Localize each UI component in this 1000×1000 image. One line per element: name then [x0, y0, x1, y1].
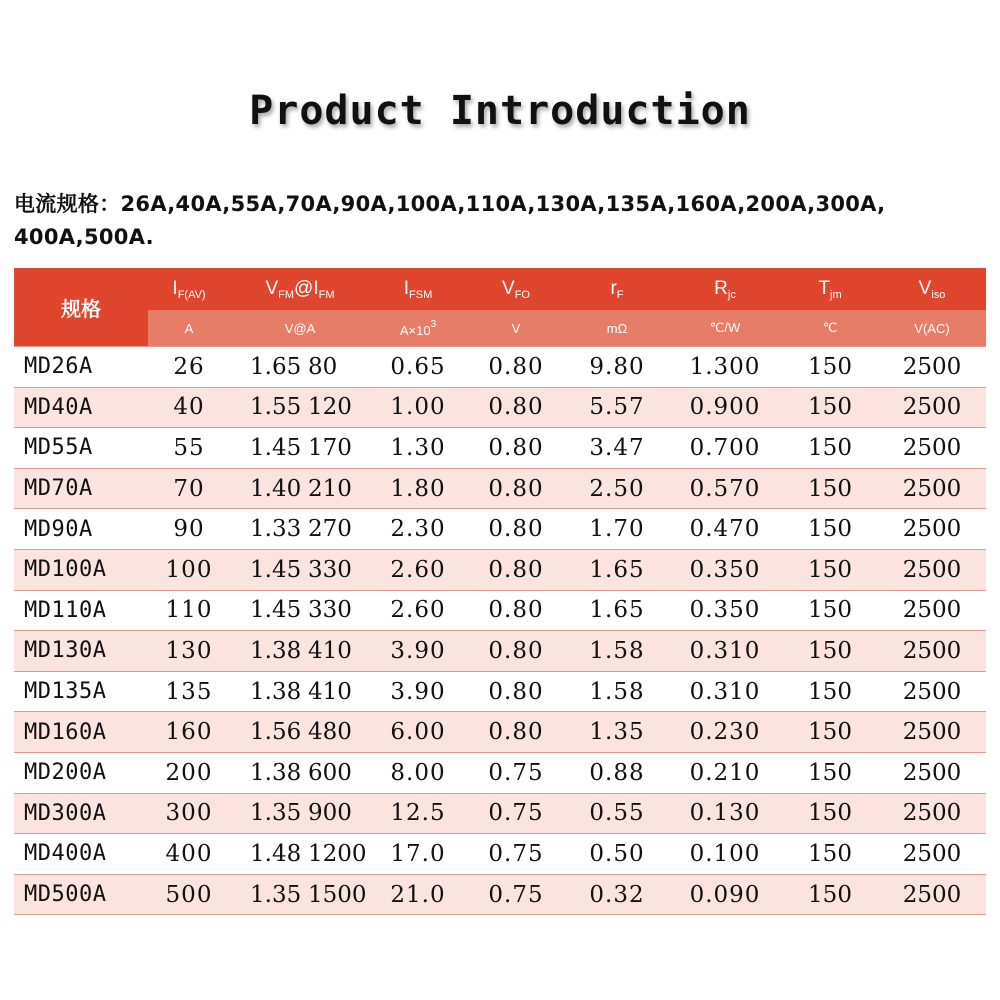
vfo-cell: 0.80	[466, 671, 566, 712]
model-cell: MD70A	[14, 468, 148, 509]
model-cell: MD160A	[14, 712, 148, 753]
unit-viso: V(AC)	[878, 310, 986, 347]
vfo-cell: 0.75	[466, 874, 566, 915]
vfm-cell: 1.65 80	[230, 347, 370, 388]
tjm-cell: 150	[782, 468, 878, 509]
vfm-cell: 1.35 1500	[230, 874, 370, 915]
header-rjc: $R_{jc}$	[668, 268, 782, 310]
ifsm-cell: 2.60	[370, 549, 466, 590]
viso-cell: 2500	[878, 468, 986, 509]
ifav-cell: 300	[148, 793, 230, 834]
table-row	[14, 874, 986, 915]
rf-cell: 5.57	[566, 387, 668, 428]
table-row	[14, 468, 986, 509]
vfm-cell: 1.38 410	[230, 671, 370, 712]
rf-cell: 1.65	[566, 590, 668, 631]
ifav-cell: 100	[148, 549, 230, 590]
ifsm-cell: 2.30	[370, 509, 466, 550]
ifsm-cell: 1.30	[370, 428, 466, 469]
viso-cell: 2500	[878, 347, 986, 388]
tjm-cell: 150	[782, 631, 878, 672]
table-row	[14, 712, 986, 753]
vfm-cell: 1.55 120	[230, 387, 370, 428]
tjm-cell: 150	[782, 347, 878, 388]
unit-ifsm: $A\times 10^3$	[370, 310, 466, 347]
vfm-cell: 1.40 210	[230, 468, 370, 509]
rf-cell: 2.50	[566, 468, 668, 509]
table-row	[14, 549, 986, 590]
rf-cell: 0.88	[566, 752, 668, 793]
viso-cell: 2500	[878, 387, 986, 428]
vfm-cell: 1.35 900	[230, 793, 370, 834]
header-tjm: $T_{jm}$	[782, 268, 878, 310]
rf-cell: 1.65	[566, 549, 668, 590]
rjc-cell: 0.470	[668, 509, 782, 550]
intro-label: 电流规格：	[14, 192, 121, 216]
unit-rjc: ℃/W	[668, 310, 782, 347]
rjc-cell: 0.100	[668, 834, 782, 875]
tjm-cell: 150	[782, 671, 878, 712]
viso-cell: 2500	[878, 671, 986, 712]
rf-cell: 3.47	[566, 428, 668, 469]
model-cell: MD135A	[14, 671, 148, 712]
tjm-cell: 150	[782, 549, 878, 590]
header-ifav: $I_{F(AV)}$	[148, 268, 230, 310]
intro-line-2: 400A,500A.	[14, 225, 154, 249]
vfm-cell: 1.56 480	[230, 712, 370, 753]
ifav-cell: 135	[148, 671, 230, 712]
viso-cell: 2500	[878, 793, 986, 834]
ifsm-cell: 1.00	[370, 387, 466, 428]
model-cell: MD90A	[14, 509, 148, 550]
viso-cell: 2500	[878, 874, 986, 915]
vfm-cell: 1.48 1200	[230, 834, 370, 875]
ifav-cell: 500	[148, 874, 230, 915]
viso-cell: 2500	[878, 549, 986, 590]
rf-cell: 0.50	[566, 834, 668, 875]
vfo-cell: 0.80	[466, 468, 566, 509]
ifav-cell: 70	[148, 468, 230, 509]
header-spec: 规格	[14, 268, 148, 347]
vfm-cell: 1.45 330	[230, 590, 370, 631]
table-row	[14, 428, 986, 469]
rjc-cell: 0.570	[668, 468, 782, 509]
rjc-cell: 0.900	[668, 387, 782, 428]
header-viso: $V_{iso}$	[878, 268, 986, 310]
vfo-cell: 0.80	[466, 549, 566, 590]
table-row	[14, 793, 986, 834]
rf-cell: 0.55	[566, 793, 668, 834]
rjc-cell: 0.700	[668, 428, 782, 469]
ifsm-cell: 3.90	[370, 671, 466, 712]
viso-cell: 2500	[878, 509, 986, 550]
header-ifsm: $I_{FSM}$	[370, 268, 466, 310]
vfo-cell: 0.80	[466, 631, 566, 672]
model-cell: MD40A	[14, 387, 148, 428]
viso-cell: 2500	[878, 428, 986, 469]
ifsm-cell: 21.0	[370, 874, 466, 915]
table-row	[14, 834, 986, 875]
header-unit-row	[14, 310, 986, 347]
ifav-cell: 110	[148, 590, 230, 631]
vfo-cell: 0.75	[466, 752, 566, 793]
spec-table	[14, 268, 986, 915]
viso-cell: 2500	[878, 712, 986, 753]
model-cell: MD100A	[14, 549, 148, 590]
table-row	[14, 590, 986, 631]
rf-cell: 1.58	[566, 631, 668, 672]
rjc-cell: 0.310	[668, 631, 782, 672]
rf-cell: 9.80	[566, 347, 668, 388]
header-vfm-ifm: $V_{FM}@I_{FM}$	[230, 268, 370, 310]
vfm-cell: 1.38 410	[230, 631, 370, 672]
tjm-cell: 150	[782, 387, 878, 428]
unit-vfm: V@A	[230, 310, 370, 347]
ifav-cell: 40	[148, 387, 230, 428]
header-param-row	[14, 268, 986, 310]
ifsm-cell: 8.00	[370, 752, 466, 793]
vfm-cell: 1.45 330	[230, 549, 370, 590]
table-row	[14, 752, 986, 793]
ifsm-cell: 6.00	[370, 712, 466, 753]
viso-cell: 2500	[878, 752, 986, 793]
rf-cell: 1.70	[566, 509, 668, 550]
tjm-cell: 150	[782, 590, 878, 631]
vfm-cell: 1.38 600	[230, 752, 370, 793]
ifsm-cell: 1.80	[370, 468, 466, 509]
vfm-cell: 1.33 270	[230, 509, 370, 550]
table-row	[14, 631, 986, 672]
unit-vfo: V	[466, 310, 566, 347]
intro-line-1	[14, 188, 974, 221]
ifsm-cell: 2.60	[370, 590, 466, 631]
rjc-cell: 0.310	[668, 671, 782, 712]
model-cell: MD55A	[14, 428, 148, 469]
vfo-cell: 0.75	[466, 834, 566, 875]
header-rf: $r_F$	[566, 268, 668, 310]
page-title: Product Introduction	[249, 88, 751, 134]
model-cell: MD200A	[14, 752, 148, 793]
rf-cell: 0.32	[566, 874, 668, 915]
ifav-cell: 90	[148, 509, 230, 550]
model-cell: MD110A	[14, 590, 148, 631]
vfo-cell: 0.80	[466, 509, 566, 550]
rf-cell: 1.35	[566, 712, 668, 753]
model-cell: MD130A	[14, 631, 148, 672]
vfm-cell: 1.45 170	[230, 428, 370, 469]
rf-cell: 1.58	[566, 671, 668, 712]
model-cell: MD500A	[14, 874, 148, 915]
rjc-cell: 0.350	[668, 549, 782, 590]
vfo-cell: 0.75	[466, 793, 566, 834]
table-row	[14, 671, 986, 712]
model-cell: MD400A	[14, 834, 148, 875]
current-spec-intro	[14, 188, 974, 254]
ifsm-cell: 3.90	[370, 631, 466, 672]
ifav-cell: 160	[148, 712, 230, 753]
table-row	[14, 347, 986, 388]
ifsm-cell: 17.0	[370, 834, 466, 875]
vfo-cell: 0.80	[466, 428, 566, 469]
vfo-cell: 0.80	[466, 347, 566, 388]
model-cell: MD26A	[14, 347, 148, 388]
table-row	[14, 509, 986, 550]
tjm-cell: 150	[782, 793, 878, 834]
tjm-cell: 150	[782, 712, 878, 753]
ifsm-cell: 0.65	[370, 347, 466, 388]
ifav-cell: 130	[148, 631, 230, 672]
ifsm-cell: 12.5	[370, 793, 466, 834]
unit-ifav: A	[148, 310, 230, 347]
unit-rf: mΩ	[566, 310, 668, 347]
viso-cell: 2500	[878, 590, 986, 631]
rjc-cell: 0.230	[668, 712, 782, 753]
tjm-cell: 150	[782, 874, 878, 915]
model-cell: MD300A	[14, 793, 148, 834]
tjm-cell: 150	[782, 752, 878, 793]
viso-cell: 2500	[878, 834, 986, 875]
rjc-cell: 0.350	[668, 590, 782, 631]
vfo-cell: 0.80	[466, 590, 566, 631]
table-row	[14, 387, 986, 428]
rjc-cell: 0.210	[668, 752, 782, 793]
rjc-cell: 1.300	[668, 347, 782, 388]
spec-table-body	[14, 347, 986, 915]
vfo-cell: 0.80	[466, 712, 566, 753]
tjm-cell: 150	[782, 428, 878, 469]
ifav-cell: 55	[148, 428, 230, 469]
intro-current-list: 26A,40A,55A,70A,90A,100A,110A,130A,135A,160A,200A,300A,	[120, 192, 886, 216]
tjm-cell: 150	[782, 509, 878, 550]
ifav-cell: 200	[148, 752, 230, 793]
header-vfo: $V_{FO}$	[466, 268, 566, 310]
viso-cell: 2500	[878, 631, 986, 672]
rjc-cell: 0.090	[668, 874, 782, 915]
tjm-cell: 150	[782, 834, 878, 875]
vfo-cell: 0.80	[466, 387, 566, 428]
rjc-cell: 0.130	[668, 793, 782, 834]
ifav-cell: 400	[148, 834, 230, 875]
unit-tjm: ℃	[782, 310, 878, 347]
ifav-cell: 26	[148, 347, 230, 388]
